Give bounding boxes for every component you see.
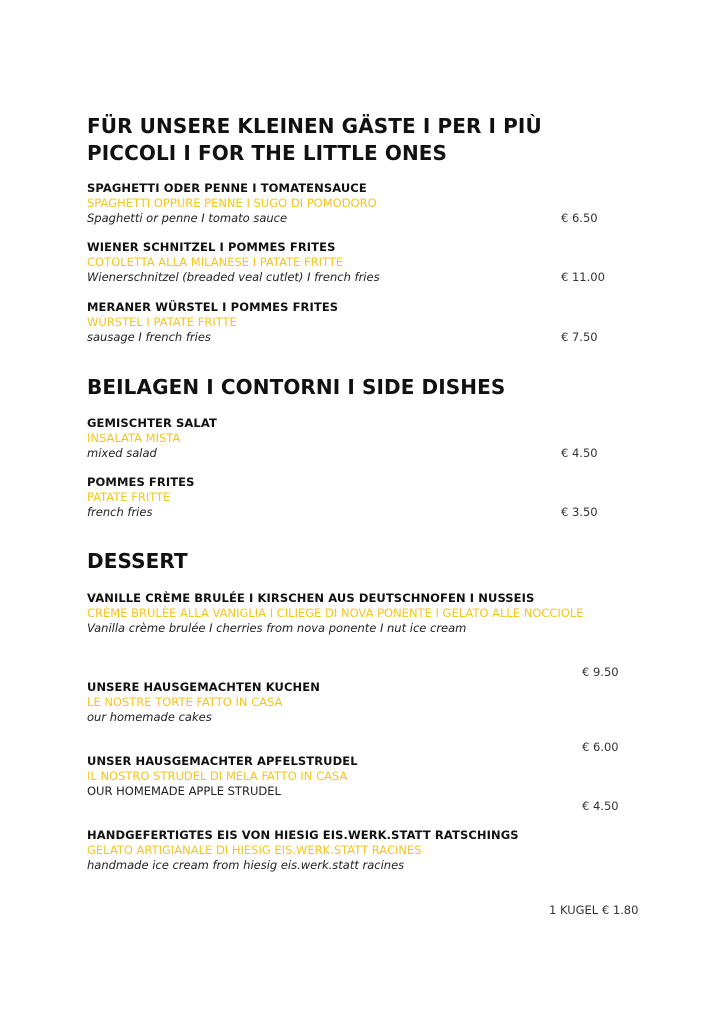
menu-item-english: Vanilla crème brulée I cherries from nova ponente I nut ice cream xyxy=(87,621,467,635)
menu-item-english: sausage I french fries xyxy=(87,330,211,344)
menu-item-english: handmade ice cream from hiesig eis.werk.statt racines xyxy=(87,858,405,872)
menu-item-name: MERANER WÜRSTEL I POMMES FRITES xyxy=(87,300,339,314)
menu-item-italian: INSALATA MISTA xyxy=(87,431,181,445)
section-title-side-dishes: BEILAGEN I CONTORNI I SIDE DISHES xyxy=(87,375,506,399)
menu-item-english: mixed salad xyxy=(87,446,157,460)
menu-item-price: € 9.50 xyxy=(582,665,619,679)
menu-item-name: VANILLE CRÈME BRULÉE I KIRSCHEN AUS DEUTSCHNOFEN I NUSSEIS xyxy=(87,591,535,605)
menu-item-name: UNSER HAUSGEMACHTER APFELSTRUDEL xyxy=(87,754,358,768)
menu-item-italian: CRÈME BRULÈE ALLA VANIGLIA I CILIEGE DI NOVA PONENTE I GELATO ALLE NOCCIOLE xyxy=(87,606,584,620)
menu-item-name: WIENER SCHNITZEL I POMMES FRITES xyxy=(87,240,336,254)
menu-item-english: Spaghetti or penne I tomato sauce xyxy=(87,211,288,225)
menu-item-price: € 7.50 xyxy=(561,330,598,344)
menu-item-english: our homemade cakes xyxy=(87,710,212,724)
menu-item-italian: LE NOSTRE TORTE FATTO IN CASA xyxy=(87,695,283,709)
menu-item-name: GEMISCHTER SALAT xyxy=(87,416,217,430)
menu-item-english: OUR HOMEMADE APPLE STRUDEL xyxy=(87,784,281,798)
menu-item-name: SPAGHETTI ODER PENNE I TOMATENSAUCE xyxy=(87,181,367,195)
menu-item-price: € 6.50 xyxy=(561,211,598,225)
menu-item-name: POMMES FRITES xyxy=(87,475,195,489)
menu-item-price: € 3.50 xyxy=(561,505,598,519)
menu-item-name: UNSERE HAUSGEMACHTEN KUCHEN xyxy=(87,680,320,694)
menu-item-price: 1 KUGEL € 1.80 xyxy=(549,903,639,917)
menu-item-english: Wienerschnitzel (breaded veal cutlet) I french fries xyxy=(87,270,380,284)
menu-item-italian: PATATE FRITTE xyxy=(87,490,171,504)
section-title-kids-line2: PICCOLI I FOR THE LITTLE ONES xyxy=(87,141,448,165)
section-title-dessert: DESSERT xyxy=(87,549,188,573)
menu-item-price: € 4.50 xyxy=(561,446,598,460)
menu-item-name: HANDGEFERTIGTES EIS VON HIESIG EIS.WERK.STATT RATSCHINGS xyxy=(87,828,519,842)
menu-item-italian: SPAGHETTI OPPURE PENNE I SUGO DI POMODORO xyxy=(87,196,377,210)
menu-item-price: € 6.00 xyxy=(582,740,619,754)
menu-item-italian: GELATO ARTIGIANALE DI HIESIG EIS.WERK.STATT RACINES xyxy=(87,843,422,857)
menu-item-italian: COTOLETTA ALLA MILANESE I PATATE FRITTE xyxy=(87,255,344,269)
menu-item-english: french fries xyxy=(87,505,153,519)
menu-item-price: € 11.00 xyxy=(561,270,605,284)
menu-item-price: € 4.50 xyxy=(582,799,619,813)
section-title-kids-line1: FÜR UNSERE KLEINEN GÄSTE I PER I PIÙ xyxy=(87,114,542,138)
menu-item-italian: IL NOSTRO STRUDEL DI MELA FATTO IN CASA xyxy=(87,769,348,783)
menu-item-italian: WÜRSTEL I PATATE FRITTE xyxy=(87,315,237,329)
